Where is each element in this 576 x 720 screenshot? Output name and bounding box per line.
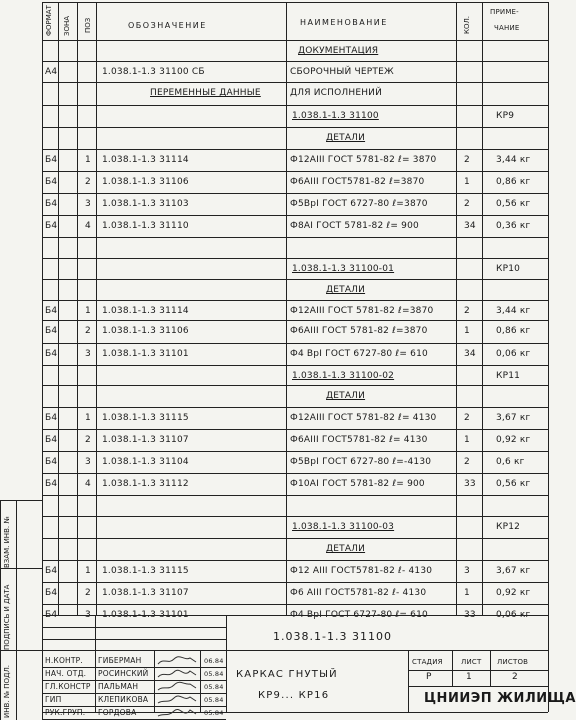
row-note: 0,6 кг: [496, 457, 525, 467]
row-pos: 2: [85, 435, 91, 445]
row-line: [42, 215, 548, 216]
row-designation: 1.038.1-1.3 31101: [102, 349, 189, 359]
header-note-line2: ЧАНИЕ: [494, 24, 520, 32]
row-line: [42, 582, 548, 583]
signer-name: ГОРДОВА: [98, 708, 137, 717]
row-format: Б4: [45, 588, 58, 598]
row-qty: 1: [464, 177, 470, 187]
row-line: [42, 385, 548, 386]
stage-label: СТАДИЯ: [412, 658, 443, 666]
tb-doc-separator: [226, 650, 548, 651]
row-note: 3,67 кг: [496, 566, 531, 576]
row-note: КР9: [496, 111, 515, 121]
row-name: Ф4 ВрI ГОСТ 6727-80 ℓ= 610: [290, 349, 428, 359]
row-designation: 1.038.1-1.3 31100 СБ: [102, 67, 205, 77]
row-line: [42, 560, 548, 561]
row-format: Б4: [45, 566, 58, 576]
row-designation: 1.038.1-1.3 31114: [102, 155, 189, 165]
row-line: [42, 451, 548, 452]
row-name: ДЕТАЛИ: [326, 544, 366, 554]
row-note: 0,56 кг: [496, 199, 531, 209]
row-designation: 1.038.1-1.3 31115: [102, 413, 189, 423]
sheet-label: ЛИСТ: [461, 658, 482, 666]
row-name: СБОРОЧНЫЙ ЧЕРТЕЖ: [290, 67, 394, 77]
doc-number: 1.038.1-1.3 31100: [273, 630, 392, 643]
row-name: Ф10АI ГОСТ 5781-82 ℓ= 900: [290, 479, 425, 489]
row-line: [42, 127, 548, 128]
row-line: [42, 473, 548, 474]
row-pos: 1: [85, 306, 91, 316]
row-designation: 1.038.1-1.3 31107: [102, 588, 189, 598]
row-note: 0,86 кг: [496, 326, 531, 336]
col-line-qty: [482, 2, 483, 615]
row-name: ДЛЯ ИСПОЛНЕНИЙ: [290, 88, 383, 98]
row-qty: 33: [464, 610, 476, 620]
row-qty: 2: [464, 413, 470, 423]
signer-name: ГИБЕРМАН: [98, 656, 142, 665]
row-name: ДЕТАЛИ: [326, 391, 366, 401]
signer-name: ПАЛЬМАН: [98, 682, 139, 691]
row-name: 1.038.1-1.3 31100: [292, 111, 379, 121]
row-note: КР10: [496, 264, 521, 274]
row-format: Б4: [45, 155, 58, 165]
signer-name: КЛЕПИКОВА: [98, 695, 149, 704]
frame-right: [548, 2, 549, 712]
row-line: [42, 258, 548, 259]
row-pos: 2: [85, 588, 91, 598]
row-format: Б4: [45, 221, 58, 231]
signer-date: 05.84: [204, 683, 224, 691]
row-line: [42, 193, 548, 194]
row-note: 3,67 кг: [496, 413, 531, 423]
row-format: Б4: [45, 349, 58, 359]
row-designation: 1.038.1-1.3 31107: [102, 435, 189, 445]
row-name: Ф12 АIII ГОСТ5781-82 ℓ- 4130: [290, 566, 433, 576]
sheets-label: ЛИСТОВ: [497, 658, 529, 666]
row-line: [42, 61, 548, 62]
row-designation: 1.038.1-1.3 31114: [102, 306, 189, 316]
row-line: [42, 429, 548, 430]
header-zone: ЗОНА: [63, 15, 71, 36]
row-note: 0,92 кг: [496, 588, 531, 598]
row-qty: 2: [464, 457, 470, 467]
header-name: НАИМЕНОВАНИЕ: [300, 18, 388, 27]
signature-scribble: [156, 707, 200, 719]
row-note: 0,56 кг: [496, 479, 531, 489]
row-format: Б4: [45, 326, 58, 336]
row-note: 0,06 кг: [496, 349, 531, 359]
row-name: Ф12АIII ГОСТ 5781-82 ℓ=3870: [290, 306, 434, 316]
sheet-value: 1: [466, 672, 472, 682]
signature-scribble: [156, 694, 200, 706]
col-line-zone: [77, 2, 78, 615]
row-format: Б4: [45, 435, 58, 445]
side-label-inv-dup: ВЗАМ. ИНВ. №: [3, 516, 11, 568]
sheets-value: 2: [512, 672, 518, 682]
row-name: 1.038.1-1.3 31100-02: [292, 371, 395, 381]
row-pos: 1: [85, 413, 91, 423]
signer-role: Н.КОНТР.: [45, 656, 83, 665]
tb-stage-div1: [452, 650, 453, 686]
signer-date: 05.84: [204, 709, 224, 717]
row-pos: 4: [85, 221, 91, 231]
header-format: ФОРМАТ: [45, 5, 53, 36]
side-strip-div1: [0, 568, 42, 569]
col-line-name: [456, 2, 457, 615]
row-note: КР12: [496, 522, 521, 532]
row-qty: 2: [464, 306, 470, 316]
header-qty: КОЛ.: [463, 16, 471, 34]
header-bottom-line: [42, 40, 548, 41]
row-pos: 3: [85, 457, 91, 467]
row-qty: 3: [464, 566, 470, 576]
col-line-format: [58, 2, 59, 615]
row-line: [42, 495, 548, 496]
signer-role: НАЧ. ОТД.: [45, 669, 87, 678]
row-note: 0,36 кг: [496, 221, 531, 231]
tb-sig-col-role: [95, 615, 96, 712]
tb-stage-div2: [490, 650, 491, 686]
row-designation: 1.038.1-1.3 31101: [102, 610, 189, 620]
row-note: КР11: [496, 371, 521, 381]
row-line: [42, 365, 548, 366]
row-qty: 34: [464, 221, 476, 231]
row-qty: 1: [464, 588, 470, 598]
row-note: 3,44 кг: [496, 306, 531, 316]
row-qty: 2: [464, 155, 470, 165]
row-format: Б4: [45, 177, 58, 187]
signature-scribble: [156, 655, 200, 667]
row-qty: 1: [464, 326, 470, 336]
signature-scribble: [156, 681, 200, 693]
row-name: Ф12АIII ГОСТ 5781-82 ℓ= 3870: [290, 155, 437, 165]
row-name: Ф12АIII ГОСТ 5781-82 ℓ= 4130: [290, 413, 437, 423]
row-designation: 1.038.1-1.3 31112: [102, 479, 189, 489]
row-pos: 2: [85, 326, 91, 336]
row-name: ДЕТАЛИ: [326, 285, 366, 295]
side-strip-top: [0, 500, 42, 501]
row-line: [42, 171, 548, 172]
row-line: [42, 149, 548, 150]
tb-left-row1: [42, 627, 226, 628]
row-pos: 4: [85, 479, 91, 489]
row-name: Ф5ВрI ГОСТ 6727-80 ℓ=3870: [290, 199, 428, 209]
row-name: 1.038.1-1.3 31100-01: [292, 264, 395, 274]
row-name: Ф4 ВрI ГОСТ 6727-80 ℓ= 610: [290, 610, 428, 620]
row-pos: 3: [85, 610, 91, 620]
tb-stage-value-line: [408, 686, 548, 687]
row-name: 1.038.1-1.3 31100-03: [292, 522, 395, 532]
tb-sig-top: [42, 650, 226, 651]
frame-top: [42, 2, 548, 3]
row-format: Б4: [45, 306, 58, 316]
row-format: Б4: [45, 413, 58, 423]
row-line: [42, 82, 548, 83]
title-line2: КР9... КР16: [258, 690, 330, 701]
row-format: Б4: [45, 479, 58, 489]
row-designation: 1.038.1-1.3 31106: [102, 326, 189, 336]
row-designation: 1.038.1-1.3 31103: [102, 199, 189, 209]
frame-left: [42, 2, 43, 720]
signer-date: 06.84: [204, 657, 224, 665]
row-format: А4: [45, 67, 58, 77]
row-qty: 2: [464, 199, 470, 209]
row-designation: 1.038.1-1.3 31115: [102, 566, 189, 576]
header-pos: ПОЗ: [84, 17, 92, 33]
row-name: ДОКУМЕНТАЦИЯ: [298, 46, 379, 56]
row-pos: 1: [85, 155, 91, 165]
tb-stage-edge: [408, 650, 409, 712]
row-qty: 34: [464, 349, 476, 359]
row-pos: 3: [85, 349, 91, 359]
row-line: [42, 407, 548, 408]
side-label-inv-orig: ИНВ. № ПОДЛ.: [3, 665, 11, 718]
stage-value: Р: [426, 672, 432, 682]
row-line: [42, 279, 548, 280]
signer-name: РОСИНСКИЙ: [98, 669, 149, 678]
row-designation: 1.038.1-1.3 31110: [102, 221, 189, 231]
signer-date: 05.84: [204, 696, 224, 704]
row-qty: 33: [464, 479, 476, 489]
tb-left-block-edge: [226, 615, 227, 712]
header-note-line1: ПРИМЕ-: [490, 8, 519, 16]
row-note: 0,86 кг: [496, 177, 531, 187]
row-line: [42, 320, 548, 321]
row-designation: ПЕРЕМЕННЫЕ ДАННЫЕ: [150, 88, 261, 98]
col-line-designation: [286, 2, 287, 615]
col-line-pos: [96, 2, 97, 615]
side-strip-inner: [16, 500, 17, 720]
row-pos: 2: [85, 177, 91, 187]
row-name: Ф6АIII ГОСТ5781-82 ℓ=3870: [290, 177, 425, 187]
row-format: Б4: [45, 457, 58, 467]
side-label-sign-date: ПОДПИСЬ И ДАТА: [3, 584, 11, 650]
row-name: Ф5ВрI ГОСТ 6727-80 ℓ=-4130: [290, 457, 432, 467]
side-strip-outer: [0, 500, 1, 720]
row-line: [42, 516, 548, 517]
tb-left-row2: [42, 639, 226, 640]
row-format: Б4: [45, 610, 58, 620]
tb-sig-col-name: [154, 650, 155, 712]
row-line: [42, 604, 548, 605]
side-strip-div2: [0, 650, 42, 651]
row-name: Ф6АIII ГОСТ5781-82 ℓ= 4130: [290, 435, 428, 445]
row-name: ДЕТАЛИ: [326, 133, 366, 143]
row-line: [42, 105, 548, 106]
row-name: Ф8АI ГОСТ 5781-82 ℓ= 900: [290, 221, 419, 231]
row-line: [42, 237, 548, 238]
row-pos: 1: [85, 566, 91, 576]
header-designation: ОБОЗНАЧЕНИЕ: [128, 21, 207, 30]
tb-top: [42, 615, 548, 616]
row-note: 0,06 кг: [496, 610, 531, 620]
row-pos: 3: [85, 199, 91, 209]
row-line: [42, 343, 548, 344]
signature-scribble: [156, 668, 200, 680]
signer-role: РУК.ГРУП.: [45, 708, 86, 717]
organization: ЦНИИЭП ЖИЛИЩА: [424, 691, 576, 706]
row-name: Ф6 АIII ГОСТ5781-82 ℓ- 4130: [290, 588, 427, 598]
tb-stage-header-line: [408, 670, 548, 671]
row-line: [42, 300, 548, 301]
row-designation: 1.038.1-1.3 31104: [102, 457, 189, 467]
row-designation: 1.038.1-1.3 31106: [102, 177, 189, 187]
tb-sig-col-sign: [200, 650, 201, 712]
signer-date: 05.84: [204, 670, 224, 678]
title-line1: КАРКАС ГНУТЫЙ: [236, 669, 338, 680]
signer-role: ГИП: [45, 695, 62, 704]
row-format: Б4: [45, 199, 58, 209]
row-qty: 1: [464, 435, 470, 445]
row-name: Ф6АIII ГОСТ 5781-82 ℓ=3870: [290, 326, 428, 336]
row-note: 0,92 кг: [496, 435, 531, 445]
row-note: 3,44 кг: [496, 155, 531, 165]
row-line: [42, 538, 548, 539]
signer-role: ГЛ.КОНСТР: [45, 682, 91, 691]
